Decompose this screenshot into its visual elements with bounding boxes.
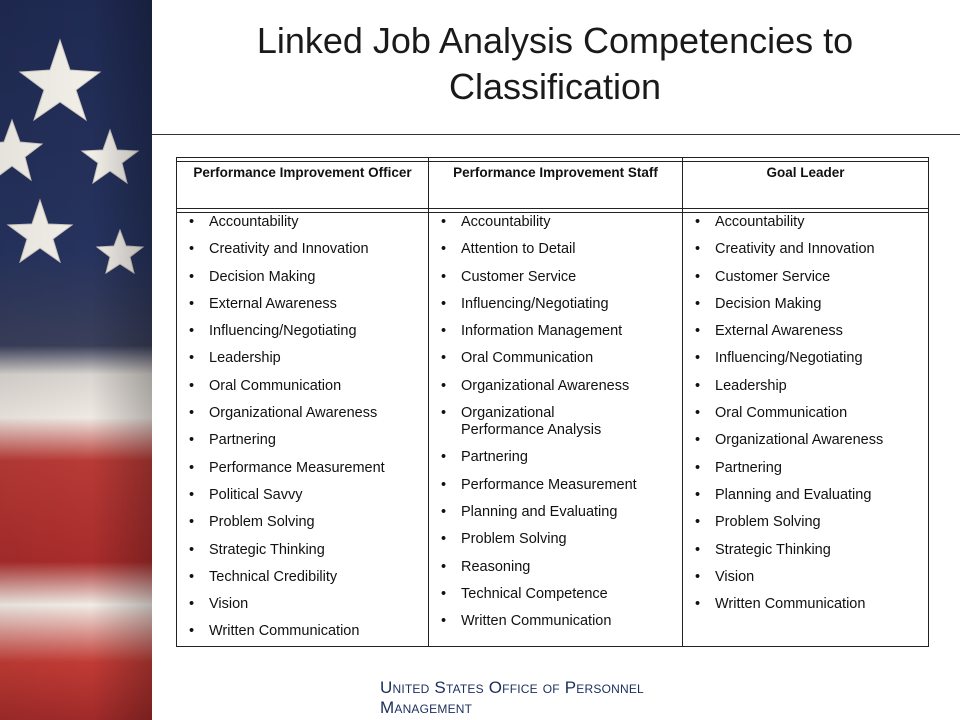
list-item: • Oral Communication [441,350,678,367]
list-item: • Influencing/Negotiating [695,350,924,367]
list-item: • Creativity and Innovation [695,241,924,258]
list-item: • Problem Solving [695,514,924,531]
list-item: • Performance Measurement [441,477,678,494]
list-item: • Influencing/Negotiating [189,323,424,340]
opm-footer-logo-text: United States Office of Personnel Management [380,678,644,717]
list-item: • Organizational Awareness [189,405,424,422]
list-item: • Partnering [189,432,424,449]
competency-list [441,214,678,640]
list-item: • Vision [695,569,924,586]
list-item: • External Awareness [189,296,424,313]
list-item: • Partnering [441,449,678,466]
list-item: • Partnering [695,460,924,477]
list-item: • Oral Communication [189,378,424,395]
title-divider [152,134,960,135]
list-item: • Political Savvy [189,487,424,504]
list-item: • Performance Measurement [189,460,424,477]
list-item: • Technical Competence [441,586,678,603]
list-item: • Organizational Awareness [695,432,924,449]
list-item: • Written Communication [695,596,924,613]
list-item: • Oral Communication [695,405,924,422]
column-performance-improvement-staff [429,158,683,646]
list-item: • Technical Credibility [189,569,424,586]
list-item: • Attention to Detail [441,241,678,258]
flag-background-image [0,0,152,720]
list-item: • Strategic Thinking [189,542,424,559]
list-item: • Influencing/Negotiating [441,296,678,313]
list-item: • Planning and Evaluating [441,504,678,521]
column-header: Performance Improvement Staff [453,165,658,180]
list-item: • Strategic Thinking [695,542,924,559]
list-item: • Written Communication [189,623,424,640]
list-item: • External Awareness [695,323,924,340]
list-item: • Customer Service [695,269,924,286]
list-item: • Customer Service [441,269,678,286]
list-item: • Accountability [189,214,424,231]
list-item: • Leadership [695,378,924,395]
list-item: • Vision [189,596,424,613]
list-item: • Accountability [695,214,924,231]
competency-list [695,214,924,623]
list-item: • Organizational Performance Analysis [441,405,636,439]
column-header: Goal Leader [766,165,845,180]
list-item: • Reasoning [441,559,678,576]
column-header: Performance Improvement Officer [193,165,412,180]
list-item: • Creativity and Innovation [189,241,424,258]
competency-table [176,157,929,647]
list-item: • Organizational Awareness [441,378,678,395]
list-item: • Problem Solving [441,531,678,548]
list-item: • Accountability [441,214,678,231]
column-performance-improvement-officer [177,158,429,646]
competency-list [189,214,424,651]
list-item: • Leadership [189,350,424,367]
column-goal-leader [683,158,928,646]
list-item: • Decision Making [695,296,924,313]
list-item: • Decision Making [189,269,424,286]
list-item: • Problem Solving [189,514,424,531]
list-item: • Written Communication [441,613,678,630]
list-item: • Planning and Evaluating [695,487,924,504]
page-title: Linked Job Analysis Competencies to Classification [256,20,854,107]
list-item: • Information Management [441,323,678,340]
